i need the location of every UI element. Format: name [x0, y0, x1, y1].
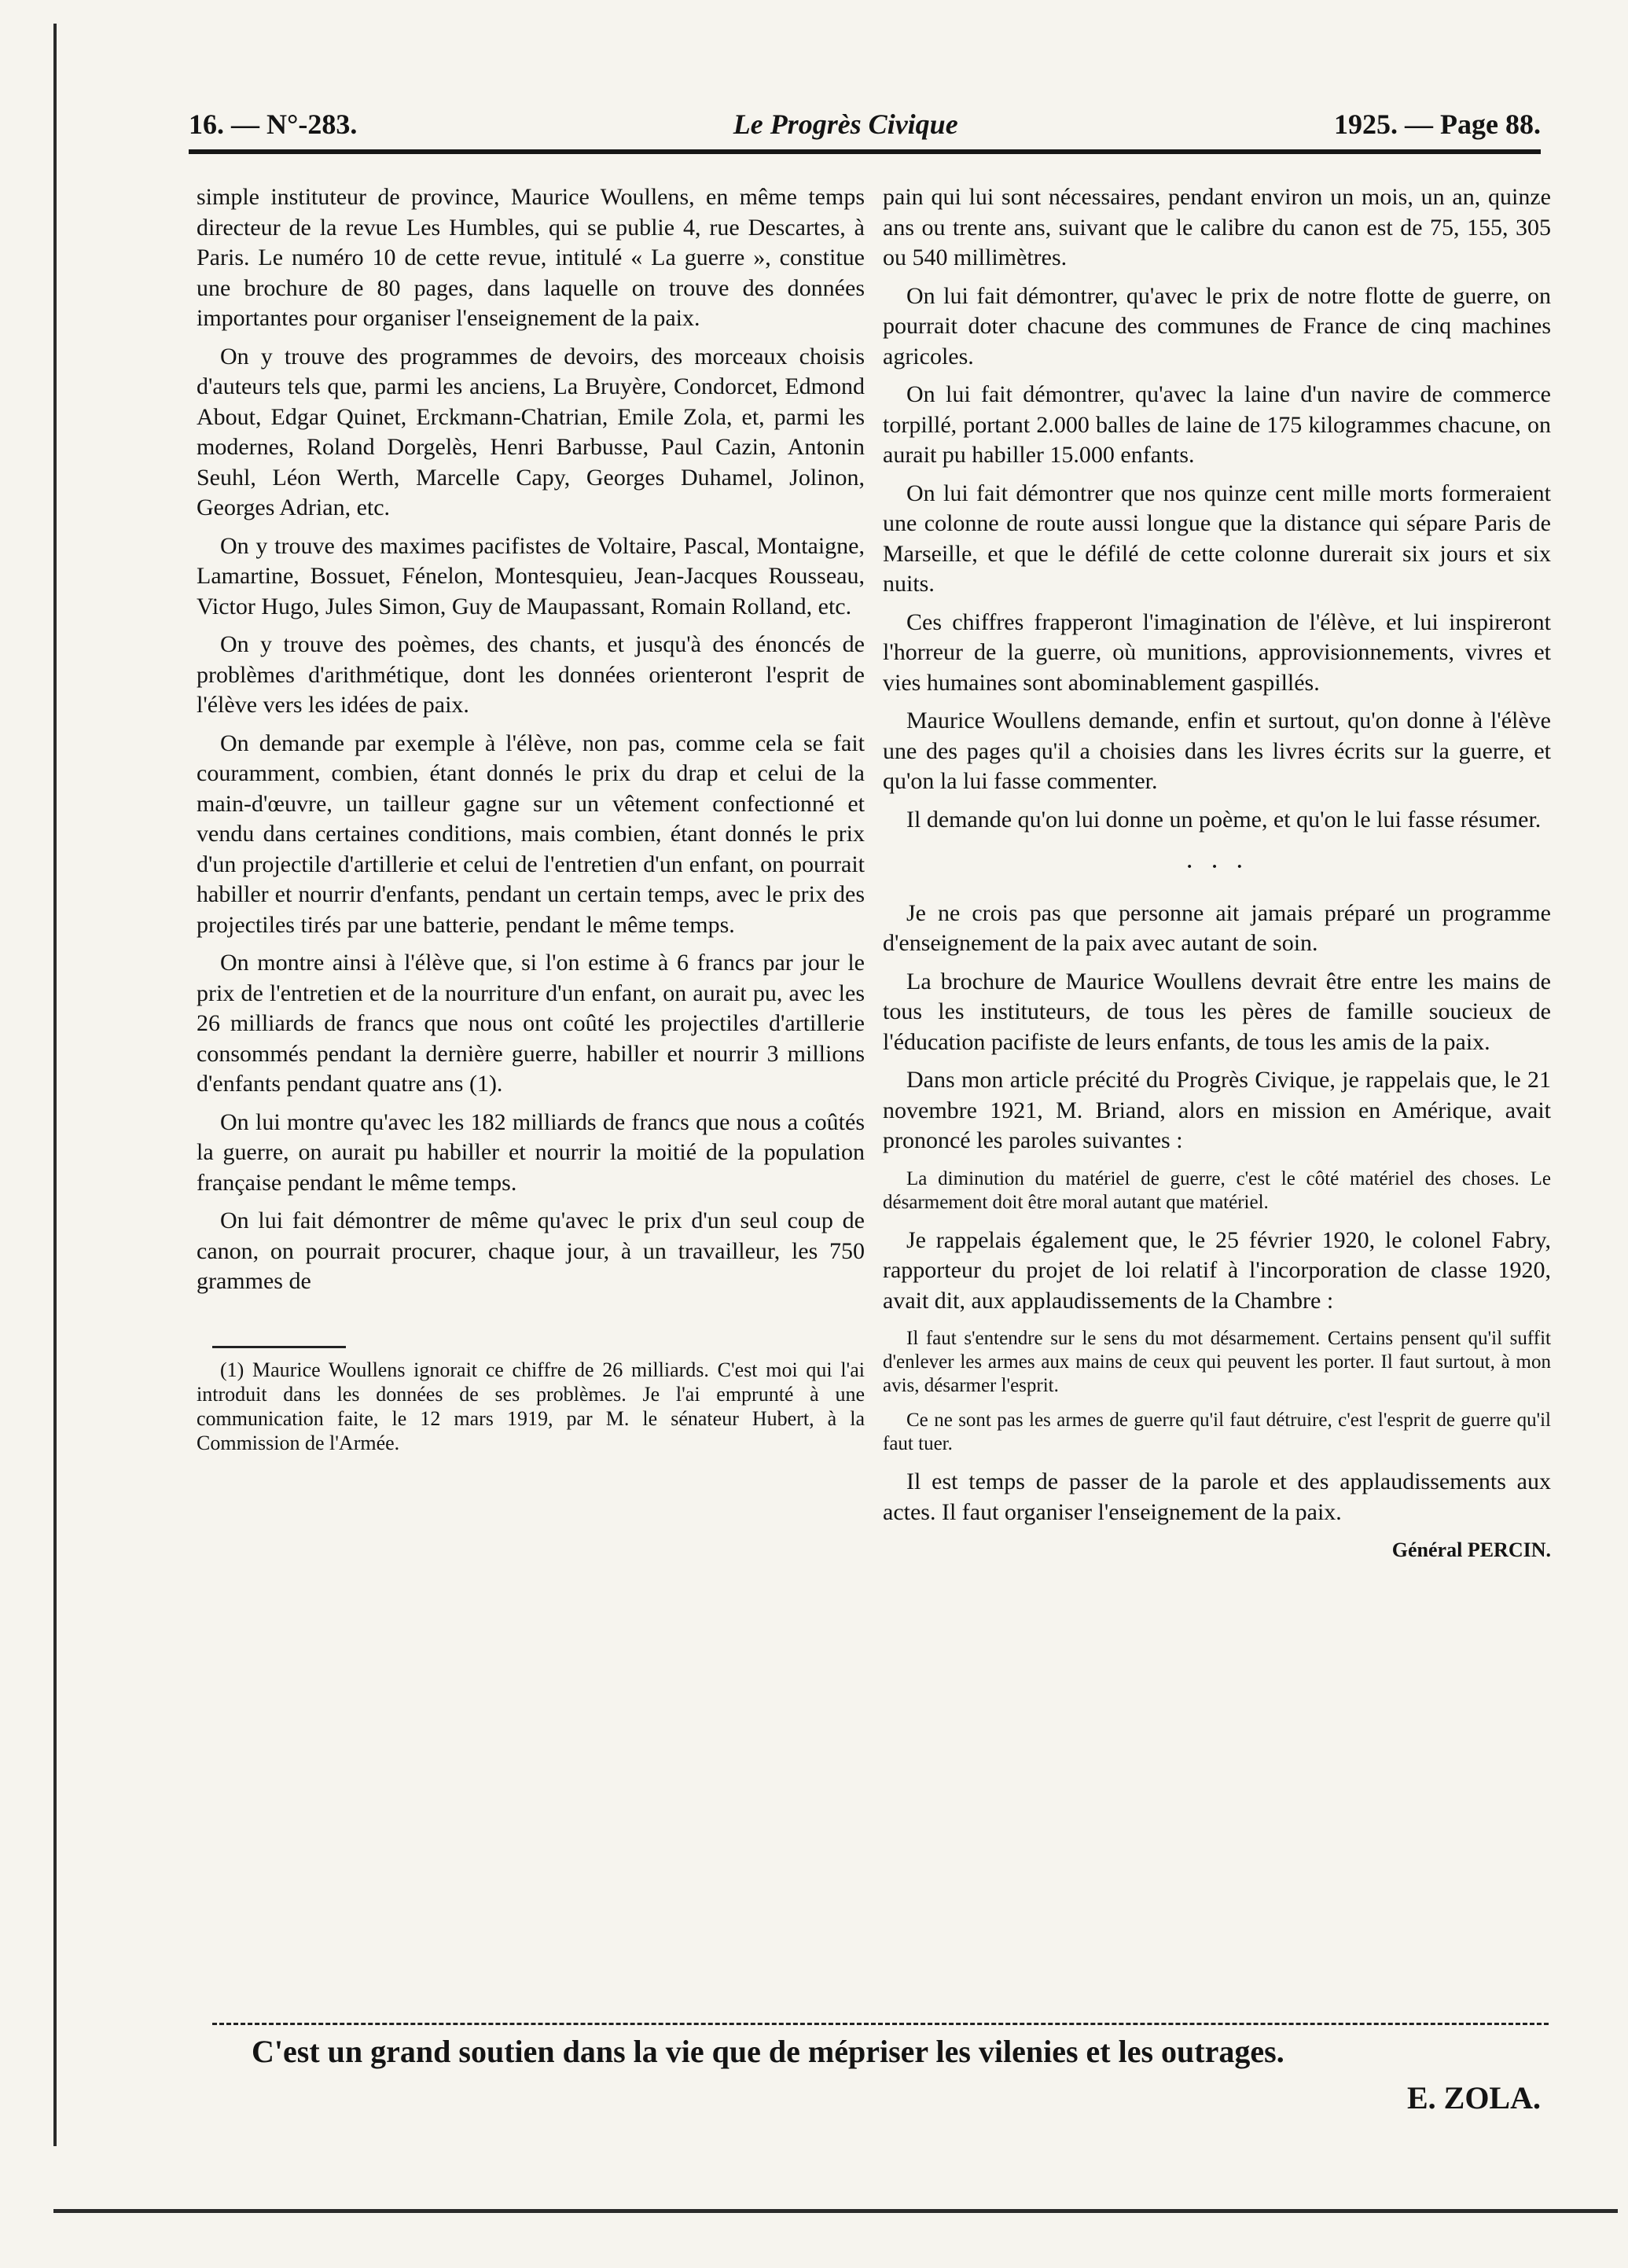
- signature: Général PERCIN.: [1391, 1538, 1551, 1561]
- footer-motto: C'est un grand soutien dans la vie que de mépriser les vilenies et les outrages.: [252, 2034, 1284, 2069]
- right-column: [883, 182, 1551, 1566]
- left-column: [197, 182, 865, 1463]
- footnote: (1) Maurice Woullens ignorait ce chiffre de 26 milliards. C'est moi qui l'ai introduit dans les données de ses problèmes. Je l'ai emprunté à une communication faite, le 12 mars 1919, par M. le sénateur Hubert, à la Commission de l'Armée.: [197, 1358, 865, 1454]
- paragraph: Il est temps de passer de la parole et des applaudissements aux actes. Il faut organiser l'enseignement de la paix.: [883, 1469, 1551, 1525]
- paragraph: Maurice Woullens demande, enfin et surtout, qu'on donne à l'élève une des pages qu'il a choisies dans les livres écrits sur la guerre, et qu'on la lui fasse commenter.: [883, 708, 1551, 794]
- paragraph: Je ne crois pas que personne ait jamais préparé un programme d'enseignement de la paix avec autant de soin.: [883, 899, 1551, 956]
- paragraph: Ces chiffres frapperont l'imagination de l'élève, et lui inspireront l'horreur de la guerre, où munitions, approvisionnements, vivres et vies humaines sont abominablement gaspillés.: [883, 608, 1551, 696]
- footer-author: E. ZOLA.: [1406, 2080, 1541, 2115]
- paragraph: On demande par exemple à l'élève, non pas, comme cela se fait couramment, combien, étant donnés le prix du drap et celui de la main-d'œuvre, un tailleur gagne sur un vêtement confectionné et vendu dans certaines conditions, mais combien, étant donnés le prix d'un projectile d'artillerie et celui de l'entretien d'un enfant, on pourrait habiller et nourrir d'enfants, pendant un certain temps, avec le prix des projectiles tirés par une batterie, pendant le même temps.: [197, 730, 865, 938]
- quotation: Il faut s'entendre sur le sens du mot désarmement. Certains pensent qu'il suffit d'enlever les armes aux mains de ceux qui peuvent les porter. Il faut surtout, à mon avis, désarmer l'esprit.: [883, 1328, 1551, 1396]
- issue-number: 16. — N°-283.: [189, 108, 358, 140]
- paragraph: On y trouve des programmes de devoirs, des morceaux choisis d'auteurs tels que, parmi les anciens, La Bruyère, Condorcet, Edmond About, Edgar Quinet, Erckmann-Chatrian, Emile Zola, et, parmi les modernes, Roland Dorgelès, Henri Barbusse, Paul Cazin, Antonin Seuhl, Léon Werth, Marcelle Capy, Georges Duhamel, Jolinon, Georges Adrian, etc.: [197, 343, 865, 520]
- paragraph: On lui fait démontrer de même qu'avec le prix d'un seul coup de canon, on pourrait procurer, chaque jour, à un travailleur, les 750 grammes de: [197, 1208, 865, 1294]
- header-rule: [189, 149, 1541, 154]
- paragraph: On lui montre qu'avec les 182 milliards de francs que nous a coûtés la guerre, on aurait pu habiller et nourrir la moitié de la population française pendant le même temps.: [197, 1108, 865, 1196]
- paragraph: Il demande qu'on lui donne un poème, et qu'on le lui fasse résumer.: [906, 806, 1542, 833]
- paragraph: Je rappelais également que, le 25 février 1920, le colonel Fabry, rapporteur du projet de loi relatif à l'incorporation de classe 1920, avait dit, aux applaudissements de la Chambre :: [883, 1226, 1551, 1314]
- paragraph: Dans mon article précité du Progrès Civique, je rappelais que, le 21 novembre 1921, M. Briand, alors en mission en Amérique, avait prononcé les paroles suivantes :: [883, 1067, 1551, 1153]
- left-border-rule: [53, 24, 57, 2146]
- paragraph: On y trouve des maximes pacifistes de Voltaire, Pascal, Montaigne, Lamartine, Bossuet, Fénelon, Montesquieu, Jean-Jacques Rousseau, Victor Hugo, Jules Simon, Guy de Maupassant, Romain Rolland, etc.: [197, 532, 865, 619]
- year-page: 1925. — Page 88.: [1334, 108, 1541, 140]
- paragraph: On lui fait démontrer, qu'avec le prix de notre flotte de guerre, on pourrait doter chacune des communes de France de cinq machines agricoles.: [883, 282, 1551, 369]
- paragraph: On montre ainsi à l'élève que, si l'on estime à 6 francs par jour le prix de l'entretien et de la nourriture d'un enfant, on aurait pu, avec les 26 milliards de francs que nous ont coûté les projectiles d'artillerie consommés pendant la dernière guerre, habiller et nourrir 3 millions d'enfants pendant quatre ans (1).: [197, 950, 865, 1097]
- paragraph: pain qui lui sont nécessaires, pendant environ un mois, un an, quinze ans ou trente ans, suivant que le calibre du canon est de 75, 155, 305 ou 540 millimètres.: [883, 184, 1551, 270]
- bottom-border-rule: [53, 2209, 1618, 2213]
- paragraph: On y trouve des poèmes, des chants, et jusqu'à des énoncés de problèmes d'arithmétique, dont les données orienteront l'esprit de l'élève vers les idées de paix.: [197, 631, 865, 718]
- page-header: [189, 101, 1541, 148]
- section-separator: · · ·: [1185, 852, 1249, 881]
- quotation: Ce ne sont pas les armes de guerre qu'il faut détruire, c'est l'esprit de guerre qu'il faut tuer.: [883, 1410, 1551, 1454]
- footer-separator: [212, 2023, 1549, 2033]
- paragraph: On lui fait démontrer que nos quinze cent mille morts formeraient une colonne de route aussi longue que la distance qui sépare Paris de Marseille, et que le défilé de cette colonne durerait six jours et six nuits.: [883, 480, 1551, 597]
- paragraph: La brochure de Maurice Woullens devrait être entre les mains de tous les instituteurs, de tous les pères de famille soucieux de l'éducation pacifiste de leurs enfants, de tous les amis de la paix.: [883, 968, 1551, 1055]
- paragraph: simple instituteur de province, Maurice Woullens, en même temps directeur de la revue Les Humbles, qui se publie 4, rue Descartes, à Paris. Le numéro 10 de cette revue, intitulé « La guerre », constitue une brochure de 80 pages, dans laquelle on trouve des données importantes pour organiser l'enseignement de la paix.: [197, 184, 865, 331]
- footnote-rule: [212, 1346, 346, 1348]
- paragraph: On lui fait démontrer, qu'avec la laine d'un navire de commerce torpillé, portant 2.000 balles de laine de 175 kilogrammes chacune, on aurait pu habiller 15.000 enfants.: [883, 381, 1551, 468]
- quotation: La diminution du matériel de guerre, c'est le côté matériel des choses. Le désarmement doit être moral autant que matériel.: [883, 1167, 1551, 1213]
- publication-title: Le Progrès Civique: [733, 108, 958, 140]
